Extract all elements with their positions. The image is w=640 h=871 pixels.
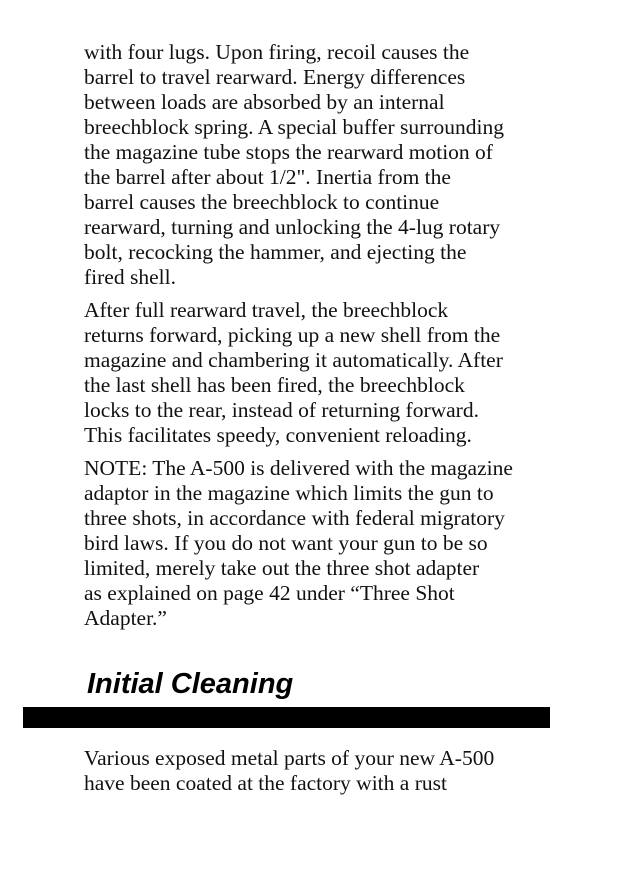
section-heading: Initial Cleaning — [87, 668, 294, 700]
paragraph-line: breechblock spring. A special buffer surrounding — [84, 115, 504, 139]
paragraph-line: barrel causes the breechblock to continue — [84, 190, 440, 214]
paragraph-line: rearward, turning and unlocking the 4-lug rotary — [84, 215, 501, 239]
paragraph-line: returns forward, picking up a new shell from the — [84, 323, 501, 347]
paragraph-line: locks to the rear, instead of returning forward. — [84, 398, 479, 422]
paragraph-line: barrel to travel rearward. Energy differences — [84, 65, 466, 89]
paragraph-line: magazine and chambering it automatically. After — [84, 348, 503, 372]
paragraph-line: limited, merely take out the three shot adapter — [84, 556, 480, 580]
paragraph-line: as explained on page 42 under “Three Shot — [84, 581, 455, 605]
paragraph-line: This facilitates speedy, convenient reloading. — [84, 423, 472, 447]
paragraph-line: fired shell. — [84, 265, 176, 289]
paragraph-line: the magazine tube stops the rearward motion of — [84, 140, 493, 164]
paragraph-line: with four lugs. Upon firing, recoil causes the — [84, 40, 470, 64]
paragraph-line: the last shell has been fired, the breechblock — [84, 373, 465, 397]
paragraph-line: adaptor in the magazine which limits the gun to — [84, 481, 494, 505]
paragraph-line: bolt, recocking the hammer, and ejecting the — [84, 240, 467, 264]
paragraph-line: have been coated at the factory with a rust — [84, 771, 447, 795]
paragraph-line: the barrel after about 1/2". Inertia from the — [84, 165, 451, 189]
paragraph-line: bird laws. If you do not want your gun to be so — [84, 531, 488, 555]
paragraph-line: Adapter.” — [84, 606, 167, 630]
paragraph-line: Various exposed metal parts of your new A-500 — [84, 746, 495, 770]
paragraph-line: After full rearward travel, the breechblock — [84, 298, 449, 322]
heading-rule-bar — [23, 707, 550, 728]
paragraph-line: three shots, in accordance with federal migratory — [84, 506, 505, 530]
paragraph-line: between loads are absorbed by an internal — [84, 90, 445, 114]
paragraph-line: NOTE: The A-500 is delivered with the magazine — [84, 456, 513, 480]
